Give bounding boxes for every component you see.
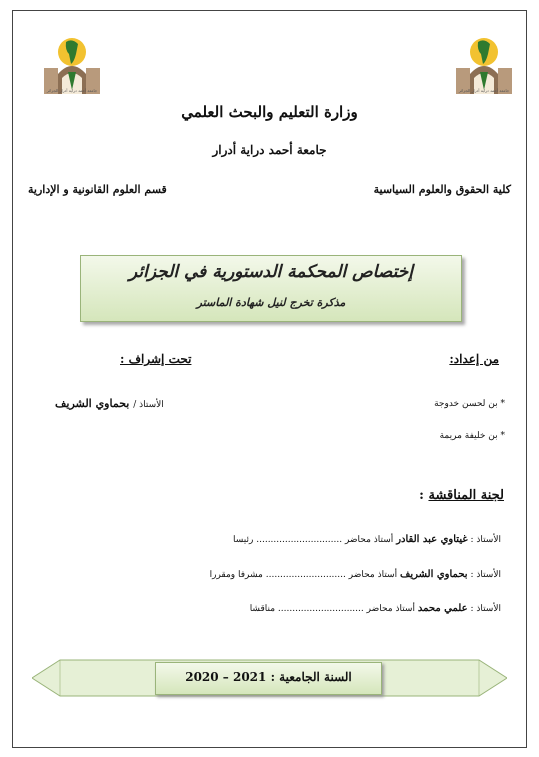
supervisor-prefix: الأستاذ /: [133, 400, 164, 410]
member-dots: ..............................: [256, 535, 343, 545]
committee-heading: لجنة المناقشة :: [419, 488, 504, 503]
bullet-icon: *: [497, 431, 505, 441]
department-name: قسم العلوم القانونية و الإدارية: [28, 183, 167, 196]
member-name: غيتاوي عبد القادر: [396, 534, 468, 545]
committee-label: لجنة المناقشة: [428, 488, 504, 503]
academic-year-box: [155, 662, 382, 695]
supervision-label: تحت إشراف :: [120, 352, 192, 366]
right-logo-caption: جامعة أحمد دراية أدرار الجزائر: [458, 88, 510, 93]
member-title: الأستاذ :: [470, 535, 501, 545]
student-name: بن خليفة مريمة: [439, 431, 498, 441]
ministry-name: وزارة التعليم والبحث العلمي: [181, 103, 358, 121]
member-rank: أستاذ محاضر: [344, 535, 394, 545]
member-dots: ..............................: [277, 604, 364, 614]
member-dots: ............................: [265, 570, 346, 580]
member-title: الأستاذ :: [470, 570, 501, 580]
bullet-icon: *: [497, 399, 505, 409]
prepared-by-label: من إعداد:: [449, 352, 499, 366]
academic-year: [156, 670, 381, 684]
member-role: مناقشا: [249, 604, 276, 614]
member-name: علمي محمد: [417, 603, 468, 614]
left-logo-caption: جامعة أحمد دراية أدرار الجزائر: [46, 88, 98, 93]
thesis-subtitle: مذكرة تخرج لنيل شهادة الماستر: [196, 296, 346, 309]
committee-member-1: [233, 534, 501, 545]
faculty-name: كلية الحقوق والعلوم السياسية: [373, 183, 511, 196]
student-2: [440, 431, 505, 441]
year-value: 2020 – 2021: [185, 670, 267, 684]
member-rank: أستاذ محاضر: [348, 570, 398, 580]
supervisor: [55, 397, 164, 410]
thesis-title: إختصاص المحكمة الدستورية في الجزائر: [129, 262, 413, 282]
member-role: رئيسا: [233, 535, 254, 545]
student-1: [434, 399, 505, 409]
university-name: جامعة أحمد دراية أدرار: [212, 143, 327, 157]
member-title: الأستاذ :: [470, 604, 501, 614]
member-rank: أستاذ محاضر: [366, 604, 415, 614]
year-label: السنة الجامعية :: [270, 670, 352, 684]
member-name: بحماوي الشريف: [399, 569, 468, 580]
title-box: [80, 255, 462, 322]
student-name: بن لحسن خدوجة: [434, 399, 498, 409]
committee-member-2: [210, 569, 501, 580]
member-role: مشرفا ومقررا: [209, 570, 263, 580]
supervisor-name: بحماوي الشريف: [55, 397, 130, 410]
committee-member-3: [250, 603, 501, 614]
